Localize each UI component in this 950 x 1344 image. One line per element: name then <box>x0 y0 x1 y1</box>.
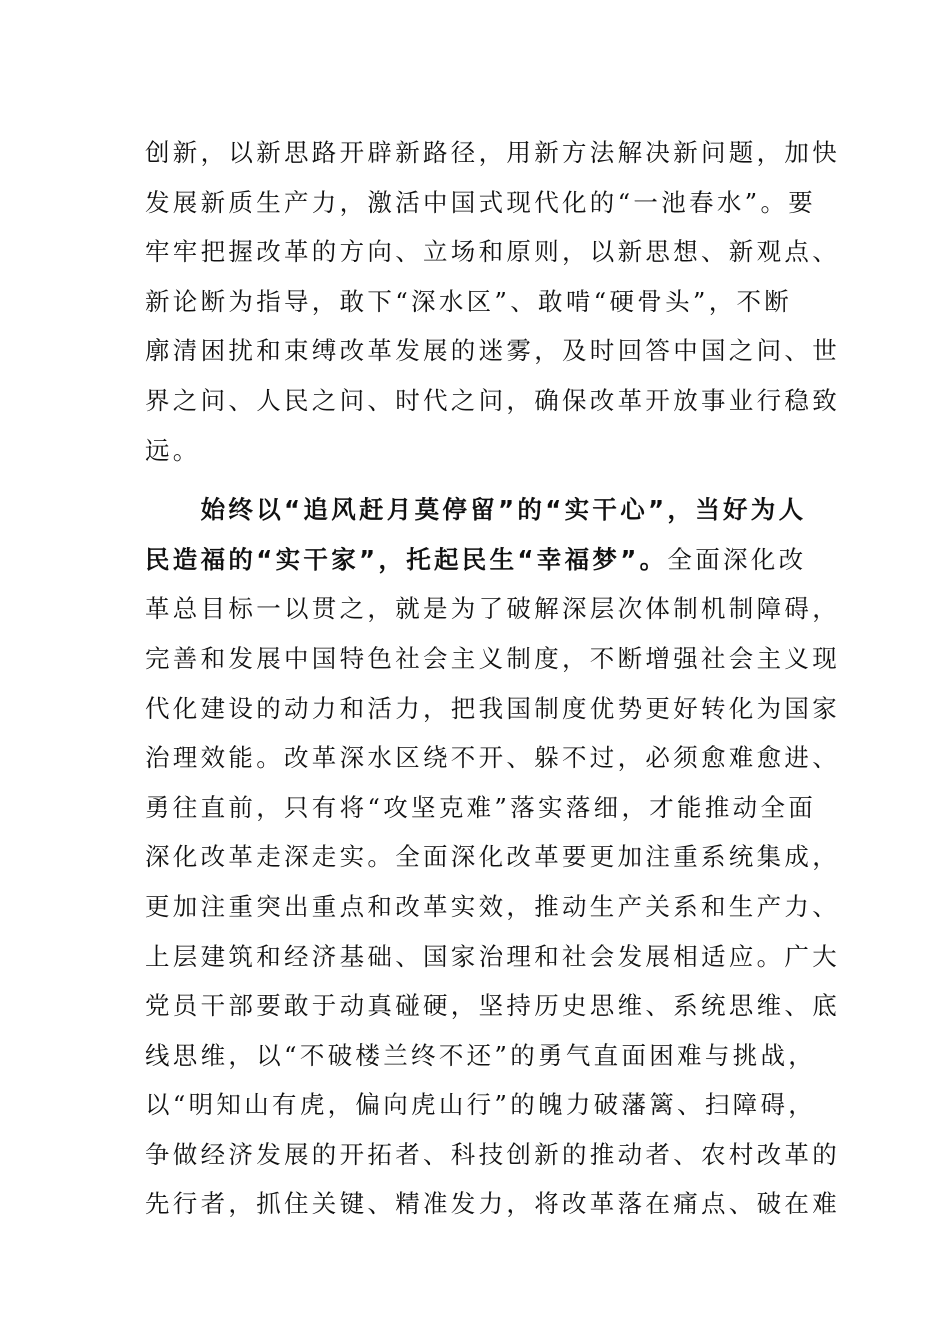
text-line: 先行者，抓住关键、精准发力，将改革落在痛点、破在难 <box>145 1189 840 1219</box>
bold-lead-text: 民造福的“实干家”，托起民生“幸福梦”。 <box>145 544 668 574</box>
paragraph-spacer <box>145 475 805 485</box>
text-line: 发展新质生产力，激活中国式现代化的“一池春水”。要 <box>145 187 817 217</box>
text-line: 以“明知山有虎，偏向虎山行”的魄力破藩篱、扫障碍， <box>145 1090 817 1120</box>
text-line: 远。 <box>145 435 201 465</box>
text-line: 线思维，以“不破楼兰终不还”的勇气直面困难与挑战， <box>145 1040 817 1070</box>
text-line: 治理效能。改革深水区绕不开、躲不过，必须愈难愈进、 <box>145 743 840 773</box>
text-line: 勇往直前，只有将“攻坚克难”落实落细，才能推动全面 <box>145 792 817 822</box>
text-line: 新论断为指导，敢下“深水区”、敢啃“硬骨头”，不断 <box>145 286 793 316</box>
text-line: 革总目标一以贯之，就是为了破解深层次体制机制障碍， <box>145 594 840 624</box>
text-line: 界之问、人民之问、时代之问，确保改革开放事业行稳致 <box>145 385 840 415</box>
text-line: 深化改革走深走实。全面深化改革要更加注重系统集成， <box>145 842 840 872</box>
paragraph-1 <box>145 128 840 475</box>
text-line: 党员干部要敢于动真碰硬，坚持历史思维、系统思维、底 <box>145 991 840 1021</box>
text-line <box>145 535 805 585</box>
text-line: 上层建筑和经济基础、国家治理和社会发展相适应。广大 <box>145 941 840 971</box>
text-line: 争做经济发展的开拓者、科技创新的推动者、农村改革的 <box>145 1139 840 1169</box>
text-line: 更加注重突出重点和改革实效，推动生产关系和生产力、 <box>145 891 840 921</box>
text-line: 完善和发展中国特色社会主义制度，不断增强社会主义现 <box>145 643 840 673</box>
body-text: 全面深化改 <box>667 544 807 574</box>
text-line: 廓清困扰和束缚改革发展的迷雾，及时回答中国之问、世 <box>145 336 840 366</box>
text-line: 牢牢把握改革的方向、立场和原则，以新思想、新观点、 <box>145 237 840 267</box>
document-page <box>145 128 840 1229</box>
text-line: 代化建设的动力和活力，把我国制度优势更好转化为国家 <box>145 693 840 723</box>
bold-lead-line: 始终以“追风赶月莫停留”的“实干心”，当好为人 <box>145 495 807 525</box>
paragraph-2 <box>145 485 840 1229</box>
text-line: 创新，以新思路开辟新路径，用新方法解决新问题，加快 <box>145 138 840 167</box>
